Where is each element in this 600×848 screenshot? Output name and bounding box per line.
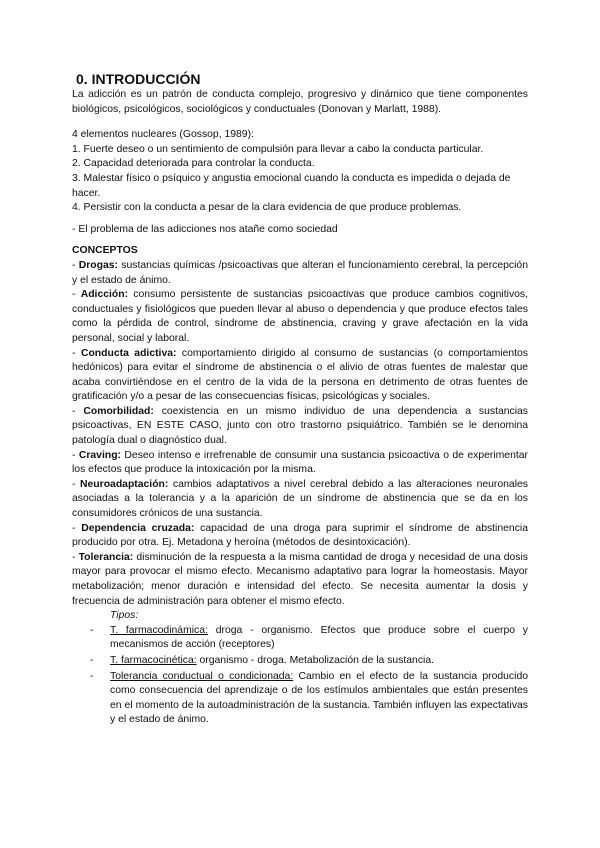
tipo-text: Cambio en el efecto de la sustancia producido como consecuencia del aprendizaje o de los estímulos ambientales que están presentes en el momento de la autoadministración de la sustancia. También influyen las expectativas y el estado de ánimo. xyxy=(110,670,528,726)
concept-craving xyxy=(72,449,528,478)
concept-neuroadaptacion xyxy=(72,478,528,522)
concept-prefix: - xyxy=(72,522,82,534)
list-dash: - xyxy=(90,654,94,666)
concept-term: Comorbilidad: xyxy=(83,405,154,417)
concept-term: Craving: xyxy=(78,449,122,461)
document-page xyxy=(72,70,528,729)
concept-prefix: - xyxy=(72,259,79,271)
concept-conducta-adictiva xyxy=(72,347,528,405)
concepts-heading: CONCEPTOS xyxy=(72,245,138,257)
tipo-term: T. farmacocinética: xyxy=(110,654,197,666)
tipos-list xyxy=(72,624,528,728)
list-dash: - xyxy=(90,624,94,636)
concept-drogas xyxy=(72,259,528,288)
concept-prefix: - xyxy=(72,347,81,359)
nuclear-item: 4. Persistir con la conducta a pesar de la clara evidencia de que produce problemas. xyxy=(72,202,462,214)
concept-term: Adicción: xyxy=(80,289,129,301)
tipo-term: T. farmacodinámica: xyxy=(110,624,208,636)
concept-text: coexistencia en un mismo individuo de una dependencia a sustancias psicoactivas, EN ESTE CASO, junto con otro trastorno psiquiátrico. También se le denomina patología dual o diagnóstico dual. xyxy=(72,405,528,447)
concept-text: disminución de la respuesta a la misma cantidad de droga y necesidad de una dosis mayor para provocar el mismo efecto. Mecanismo adaptativo para lograr la homeostasis. Mayor metabolización; menor duración e intensidad del efecto. Se necesita aumentar la dosis y frecuencia de administración para obtener el mismo efecto. xyxy=(72,551,528,607)
concept-dependencia-cruzada xyxy=(72,522,528,551)
nuclear-heading: 4 elementos nucleares (Gossop, 1989): xyxy=(72,129,254,141)
concept-term: Tolerancia: xyxy=(78,551,134,563)
concept-comorbilidad xyxy=(72,405,528,449)
concept-tolerancia xyxy=(72,551,528,609)
page-title: 0. INTRODUCCIÓN xyxy=(76,71,201,87)
tipo-text: organismo - droga. Metabolización de la sustancia. xyxy=(196,654,435,666)
concept-text: comportamiento dirigido al consumo de sustancias (o comportamientos hedónicos) para evitar el síndrome de abstinencia o el alivio de otras fuentes de malestar que acaba convirtiéndose en el centro de la vida de la persona en detrimento de otras fuentes de gratificación y/o a pesar de las consecuencias físicas, psicológicas y sociales. xyxy=(72,347,528,403)
concept-term: Drogas: xyxy=(78,259,119,271)
intro-paragraph: La adicción es un patrón de conducta complejo, progresivo y dinámico que tiene componentes biológicos, psicológicos, sociológicos y conductuales (Donovan y Marlatt, 1988). xyxy=(72,89,528,115)
concept-term: Neuroadaptación: xyxy=(80,478,169,490)
list-item xyxy=(72,624,528,653)
tipo-text: droga - organismo. Efectos que produce sobre el cuerpo y mecanismos de acción (receptores) xyxy=(110,624,528,651)
list-dash: - xyxy=(90,670,94,682)
nuclear-item: 3. Malestar físico o psíquico y angustia emocional cuando la conducta es impedida o dejada de hacer. xyxy=(72,172,511,199)
concept-text: sustancias químicas /psicoactivas que alteran el funcionamiento cerebral, la percepción y el estado de ánimo. xyxy=(72,259,528,286)
tipos-label: Tipos: xyxy=(110,610,139,622)
concept-prefix: - xyxy=(72,551,79,563)
concept-term: Dependencia cruzada: xyxy=(81,522,195,534)
list-item xyxy=(72,654,528,669)
concept-text: Deseo intenso e irrefrenable de consumir una sustancia psicoactiva o de experimentar los efectos que produce la intoxicación por la misma. xyxy=(72,449,528,476)
concept-text: cambios adaptativos a nivel cerebral debido a las alteraciones neuronales asociadas a la tolerancia y a la aparición de un síndrome de abstinencia que se da en los consumidores crónicos de una sustancia. xyxy=(72,478,528,520)
tipo-term: Tolerancia conductual o condicionada: xyxy=(110,670,294,682)
concept-prefix: - xyxy=(72,449,79,461)
nuclear-item: 1. Fuerte deseo o un sentimiento de compulsión para llevar a cabo la conducta particular. xyxy=(72,143,484,155)
list-item xyxy=(72,670,528,728)
concept-prefix: - xyxy=(72,289,81,301)
concept-adiccion xyxy=(72,288,528,346)
concept-text: consumo persistente de sustancias psicoactivas que produce cambios cognitivos, conductuales y fisiológicos que pueden llevar al abuso o dependencia y que produce efectos tales como la pérdida de control, síndrome de abstinencia, craving y grave afectación en la vida personal, social y laboral. xyxy=(72,289,528,344)
concept-prefix: - xyxy=(72,478,81,490)
society-note: - El problema de las adicciones nos atañe como sociedad xyxy=(72,223,338,235)
concept-term: Conducta adictiva: xyxy=(80,347,177,359)
nuclear-item: 2. Capacidad deteriorada para controlar la conducta. xyxy=(72,158,315,170)
concept-prefix: - xyxy=(72,405,84,417)
concept-text: capacidad de una droga para suprimir el síndrome de abstinencia producido por otra. Ej. Metadona y heroína (métodos de desintoxicación). xyxy=(72,522,528,549)
